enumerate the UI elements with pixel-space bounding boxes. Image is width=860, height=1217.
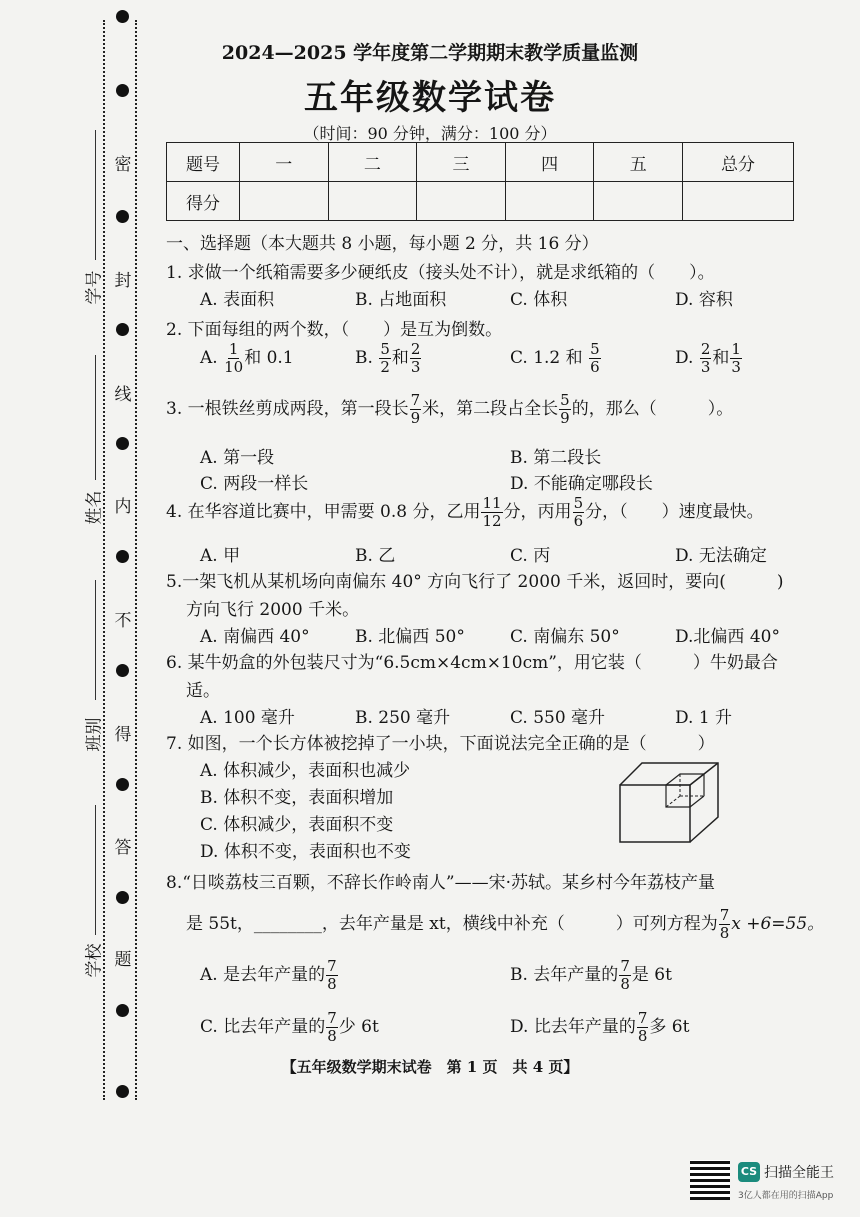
stem-text: 3. 一根铁丝剪成两段，第一段长: [166, 399, 409, 419]
option-letter: D.: [675, 348, 694, 368]
binding-hole: [116, 323, 129, 336]
numerator: 2: [410, 340, 421, 358]
denominator: 9: [410, 409, 421, 427]
numerator: 7: [637, 1009, 648, 1027]
scanner-tagline: 3亿人都在用的扫描App: [738, 1191, 834, 1201]
student-id-label: 学号: [84, 270, 105, 305]
option-text: 是 6t: [631, 965, 672, 985]
fraction: [410, 392, 422, 427]
seal-char: 题: [114, 950, 132, 970]
numerator: 5: [560, 391, 570, 409]
fraction: [224, 341, 243, 376]
numerator: 7: [410, 391, 421, 409]
question-5-stem-line2: 方向飞行 2000 千米。: [186, 600, 360, 620]
stem-text: 的，那么（ ）。: [571, 399, 734, 419]
school-label: 学校: [84, 943, 105, 978]
q5-option-c[interactable]: C. 南偏东 50°: [510, 627, 620, 647]
page-footer: 【五年级数学期末试卷 第 1 页 共 4 页】: [281, 1058, 579, 1076]
fraction: [589, 341, 601, 376]
table-cell: 题号: [167, 143, 240, 182]
question-6-stem: 6. 某牛奶盒的外包装尺寸为“6.5cm×4cm×10cm”，用它装（ ）牛奶最合: [166, 653, 778, 673]
score-table-header-row: [167, 143, 794, 182]
score-cell[interactable]: [417, 182, 506, 221]
score-cell[interactable]: [594, 182, 683, 221]
q4-option-b[interactable]: B. 乙: [355, 546, 396, 566]
table-cell: 三: [417, 143, 506, 182]
denominator: 3: [700, 358, 711, 376]
time-note: （时间：90 分钟，满分：100 分）: [303, 124, 557, 143]
numerator: 5: [590, 340, 600, 358]
question-6-stem-line2: 适。: [186, 681, 220, 701]
fraction: [559, 392, 571, 427]
seal-char: 不: [114, 611, 132, 631]
scanner-app-name: 扫描全能王: [764, 1165, 834, 1181]
school-field[interactable]: [95, 805, 96, 935]
q6-option-a[interactable]: A. 100 毫升: [200, 708, 295, 728]
q5-option-a[interactable]: A. 南偏西 40°: [200, 627, 310, 647]
q4-option-a[interactable]: A. 甲: [200, 546, 241, 566]
stem-text: 分，（ ）速度最快。: [585, 502, 764, 522]
option-text: 和 0.1: [244, 348, 294, 368]
numerator: 7: [719, 906, 730, 924]
option-text: D. 比去年产量的: [510, 1017, 636, 1037]
q2-option-b[interactable]: [355, 341, 422, 376]
question-2-stem: 2. 下面每组的两个数，（ ）是互为倒数。: [166, 320, 503, 340]
denominator: 9: [560, 409, 570, 427]
question-1-stem: 1. 求做一个纸箱需要多少硬纸皮（接头处不计），就是求纸箱的（ ）。: [166, 263, 715, 283]
q8-option-a[interactable]: [200, 958, 339, 993]
numerator: 5: [380, 340, 390, 358]
binding-hole: [116, 550, 129, 563]
q3-option-c[interactable]: C. 两段一样长: [200, 474, 309, 494]
score-cell[interactable]: [240, 182, 329, 221]
denominator: 3: [410, 358, 421, 376]
binding-hole: [116, 891, 129, 904]
cuboid-figure: [610, 755, 730, 850]
q4-option-c[interactable]: C. 丙: [510, 546, 551, 566]
question-5-stem: 5.一架飞机从某机场向南偏东 40° 方向飞行了 2000 千米，返回时，要向( ): [166, 572, 784, 592]
option-text: 和: [712, 348, 730, 368]
option-letter: B.: [355, 348, 373, 368]
option-text: C. 1.2 和: [510, 348, 583, 368]
seal-char: 内: [114, 497, 132, 517]
seal-char: 线: [114, 385, 132, 405]
option-text: A. 是去年产量的: [200, 965, 326, 985]
fraction: [637, 1010, 649, 1045]
seal-char: 封: [114, 271, 132, 291]
q7-option-d[interactable]: D. 体积不变，表面积也不变: [200, 842, 411, 862]
numerator: 1: [228, 340, 239, 358]
seal-char: 答: [114, 838, 132, 858]
table-cell: 总分: [683, 143, 794, 182]
table-cell: 四: [505, 143, 594, 182]
q3-option-a[interactable]: A. 第一段: [200, 448, 275, 468]
score-cell[interactable]: [328, 182, 417, 221]
q7-option-b[interactable]: B. 体积不变，表面积增加: [200, 788, 394, 808]
numerator: 2: [700, 340, 711, 358]
fraction: [379, 341, 391, 376]
seal-char: 密: [114, 155, 132, 175]
q2-option-d[interactable]: [675, 341, 743, 376]
fraction: [719, 907, 731, 942]
binding-dotted-line-inner: [135, 20, 137, 1100]
fraction: [619, 958, 631, 993]
fraction: [730, 341, 742, 376]
denominator: 8: [620, 975, 630, 993]
option-text: 少 6t: [338, 1017, 379, 1037]
binding-hole: [116, 210, 129, 223]
table-cell: 一: [240, 143, 329, 182]
table-cell: 二: [328, 143, 417, 182]
page-title: 五年级数学试卷: [304, 78, 556, 118]
binding-hole: [116, 437, 129, 450]
question-8-stem-line2: [186, 907, 824, 942]
stem-text: 是 55t，________，去年产量是 xt，横线中补充（ ）可列方程为: [186, 914, 718, 934]
table-cell: 五: [594, 143, 683, 182]
q1-option-b[interactable]: B. 占地面积: [355, 290, 447, 310]
option-letter: A.: [200, 348, 218, 368]
q4-option-d[interactable]: D. 无法确定: [675, 546, 767, 566]
fraction: [410, 341, 422, 376]
class-field[interactable]: [95, 580, 96, 700]
denominator: 6: [590, 358, 600, 376]
denominator: 10: [224, 358, 244, 376]
score-table: [166, 142, 794, 221]
denominator: 8: [637, 1027, 648, 1045]
question-3-stem: [166, 392, 733, 427]
numerator: 1: [731, 340, 741, 358]
numerator: 7: [620, 957, 630, 975]
fraction: [326, 958, 338, 993]
score-cell[interactable]: [683, 182, 794, 221]
denominator: 3: [731, 358, 741, 376]
fraction: [326, 1010, 338, 1045]
score-cell[interactable]: [505, 182, 594, 221]
fraction: [573, 495, 585, 530]
binding-hole: [116, 778, 129, 791]
option-text: 多 6t: [649, 1017, 690, 1037]
student-id-field[interactable]: [95, 130, 96, 260]
denominator: 8: [327, 975, 337, 993]
numerator: 7: [327, 957, 337, 975]
binding-hole: [116, 10, 129, 23]
stem-text: x +6=55。: [731, 914, 825, 934]
stem-text: 米，第二段占全长: [422, 399, 559, 419]
numerator: 7: [327, 1009, 337, 1027]
q7-option-c[interactable]: C. 体积减少，表面积不变: [200, 815, 394, 835]
section-heading: 一、选择题（本大题共 8 小题，每小题 2 分，共 16 分）: [166, 234, 599, 254]
stem-text: 分，丙用: [503, 502, 572, 522]
q3-option-d[interactable]: D. 不能确定哪段长: [510, 474, 653, 494]
q5-option-d[interactable]: D.北偏西 40°: [675, 627, 780, 647]
class-label: 班别: [84, 717, 105, 752]
fraction: [700, 341, 712, 376]
q6-option-d[interactable]: D. 1 升: [675, 708, 733, 728]
q6-option-c[interactable]: C. 550 毫升: [510, 708, 606, 728]
q1-option-a[interactable]: A. 表面积: [200, 290, 275, 310]
option-text: B. 去年产量的: [510, 965, 619, 985]
fraction: [481, 495, 502, 530]
q2-option-c[interactable]: [510, 341, 602, 376]
denominator: 12: [482, 512, 502, 530]
denominator: 8: [719, 924, 730, 942]
score-table-row: [167, 182, 794, 221]
option-text: C. 比去年产量的: [200, 1017, 326, 1037]
numerator: 11: [482, 494, 502, 512]
seal-char: 得: [114, 725, 132, 745]
scanner-logo: CS: [738, 1162, 760, 1182]
option-text: 和: [391, 348, 409, 368]
q2-option-a[interactable]: [200, 341, 294, 376]
denominator: 2: [380, 358, 390, 376]
q8-option-d[interactable]: [510, 1010, 689, 1045]
q8-option-b[interactable]: [510, 958, 672, 993]
q1-option-c[interactable]: C. 体积: [510, 290, 568, 310]
question-8-stem: 8.“日啖荔枝三百颗，不辞长作岭南人”——宋·苏轼。某乡村今年荔枝产量: [166, 873, 716, 893]
q7-option-a[interactable]: A. 体积减少，表面积也减少: [200, 761, 411, 781]
binding-hole: [116, 1085, 129, 1098]
qr-code-icon: [690, 1160, 730, 1200]
q3-option-b[interactable]: B. 第二段长: [510, 448, 602, 468]
denominator: 6: [573, 512, 584, 530]
exam-session-title: 2024—2025 学年度第二学期期末教学质量监测: [221, 42, 639, 64]
q5-option-b[interactable]: B. 北偏西 50°: [355, 627, 465, 647]
binding-hole: [116, 664, 129, 677]
binding-hole: [116, 1004, 129, 1017]
question-7-stem: 7. 如图，一个长方体被挖掉了一小块，下面说法完全正确的是（ ）: [166, 734, 715, 754]
numerator: 5: [573, 494, 584, 512]
question-4-stem: [166, 495, 764, 530]
denominator: 8: [327, 1027, 337, 1045]
table-cell: 得分: [167, 182, 240, 221]
stem-text: 4. 在华容道比赛中，甲需要 0.8 分，乙用: [166, 502, 481, 522]
q1-option-d[interactable]: D. 容积: [675, 290, 733, 310]
name-field[interactable]: [95, 355, 96, 480]
q6-option-b[interactable]: B. 250 毫升: [355, 708, 451, 728]
name-label: 姓名: [84, 490, 105, 525]
q8-option-c[interactable]: [200, 1010, 379, 1045]
